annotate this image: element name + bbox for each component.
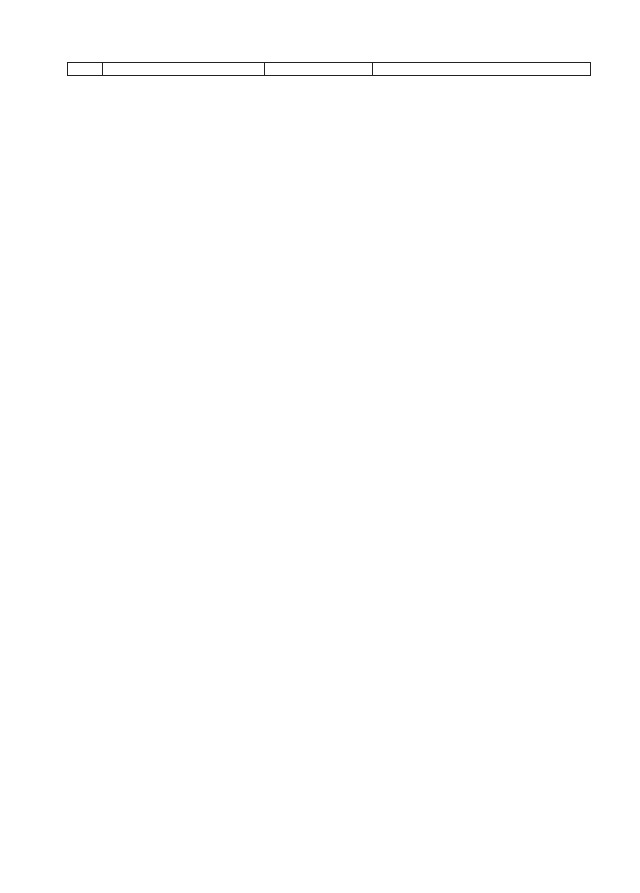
table-header-row bbox=[68, 63, 591, 76]
header-col-4 bbox=[373, 63, 591, 76]
header-col-3 bbox=[265, 63, 373, 76]
header-col-1 bbox=[68, 63, 103, 76]
header-col-2 bbox=[103, 63, 265, 76]
tariff-table bbox=[67, 62, 591, 76]
